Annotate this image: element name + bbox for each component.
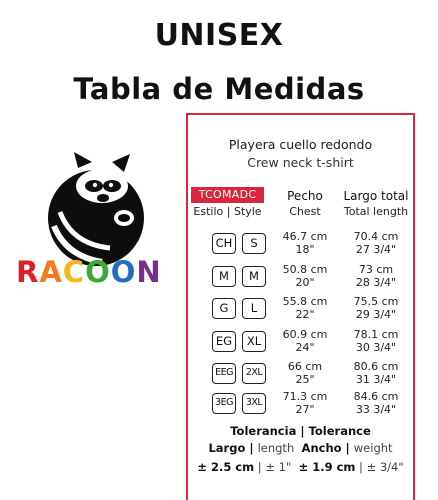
length-in: 28 3/4" <box>355 276 397 289</box>
size-row <box>188 360 413 392</box>
tolerance-title: Tolerancia | Tolerance <box>230 424 371 438</box>
tolerance-width-en: weight <box>353 441 393 455</box>
size-es: EG <box>212 331 236 352</box>
length-cm: 75.5 cm <box>353 295 399 308</box>
length-in: 29 3/4" <box>355 308 397 321</box>
length-in: 30 3/4" <box>355 341 397 354</box>
chest-in: 18" <box>295 243 315 256</box>
style-label: Estilo | Style <box>193 205 262 218</box>
size-en: S <box>242 233 266 254</box>
brand-letter: N <box>136 255 162 289</box>
style-code-badge: TCOMADC <box>191 187 264 203</box>
tolerance-values: ± 2.5 cm | ± 1" ± 1.9 cm | ± 3/4" <box>197 460 404 474</box>
size-es: 3EG <box>212 393 236 414</box>
tolerance-width-cm: ± 1.9 cm <box>298 460 356 474</box>
chest-header: Pecho <box>287 189 323 203</box>
brand-letter: C <box>62 255 86 289</box>
length-in: 27 3/4" <box>355 243 397 256</box>
chest-cm: 50.8 cm <box>282 263 328 276</box>
length-cm: 78.1 cm <box>353 328 399 341</box>
page-subtitle: Tabla de Medidas <box>73 72 365 106</box>
size-en: XL <box>242 331 266 352</box>
length-header: Largo total <box>343 189 409 203</box>
size-en: 2XL <box>242 363 266 384</box>
product-title: Playera cuello redondo <box>228 137 373 152</box>
chest-cm: 66 cm <box>287 360 323 373</box>
size-es: G <box>212 298 236 319</box>
brand-letter: O <box>110 255 137 289</box>
size-es: CH <box>212 233 236 254</box>
size-row <box>188 390 413 422</box>
size-row <box>188 230 413 262</box>
size-chart-card <box>186 113 415 500</box>
length-cm: 73 cm <box>358 263 394 276</box>
size-row <box>188 295 413 327</box>
brand-name <box>16 255 162 289</box>
size-row <box>188 263 413 295</box>
chest-in: 22" <box>295 308 315 321</box>
length-header-en: Total length <box>343 205 409 218</box>
chest-cm: 71.3 cm <box>282 390 328 403</box>
length-cm: 80.6 cm <box>353 360 399 373</box>
tolerance-length-en: length <box>257 441 295 455</box>
chest-in: 25" <box>295 373 315 386</box>
size-es: EEG <box>212 363 236 384</box>
chest-cm: 46.7 cm <box>282 230 328 243</box>
chest-header-en: Chest <box>289 205 321 218</box>
page-title: UNISEX <box>154 18 284 53</box>
tolerance-width-es: Ancho <box>301 441 342 455</box>
tolerance-title-es: Tolerancia <box>230 424 297 438</box>
chest-cm: 55.8 cm <box>282 295 328 308</box>
length-cm: 70.4 cm <box>353 230 399 243</box>
chest-cm: 60.9 cm <box>282 328 328 341</box>
brand-letter: A <box>39 255 63 289</box>
chest-in: 24" <box>295 341 315 354</box>
size-row <box>188 328 413 360</box>
brand-letter: O <box>85 255 111 289</box>
tolerance-title-en: Tolerance <box>308 424 371 438</box>
size-en: 3XL <box>242 393 266 414</box>
brand-letter: R <box>16 255 40 289</box>
size-es: M <box>212 266 236 287</box>
tolerance-length-cm: ± 2.5 cm <box>197 460 255 474</box>
tolerance-length-es: Largo <box>208 441 246 455</box>
chest-in: 27" <box>295 403 315 416</box>
tolerance-length-in: ± 1" <box>265 460 292 474</box>
product-subtitle: Crew neck t-shirt <box>247 155 354 170</box>
length-in: 31 3/4" <box>355 373 397 386</box>
tolerance-labels: Largo | length Ancho | weight <box>208 441 393 455</box>
length-in: 33 3/4" <box>355 403 397 416</box>
length-cm: 84.6 cm <box>353 390 399 403</box>
tolerance-width-in: ± 3/4" <box>366 460 404 474</box>
size-en: M <box>242 266 266 287</box>
chest-in: 20" <box>295 276 315 289</box>
size-en: L <box>242 298 266 319</box>
